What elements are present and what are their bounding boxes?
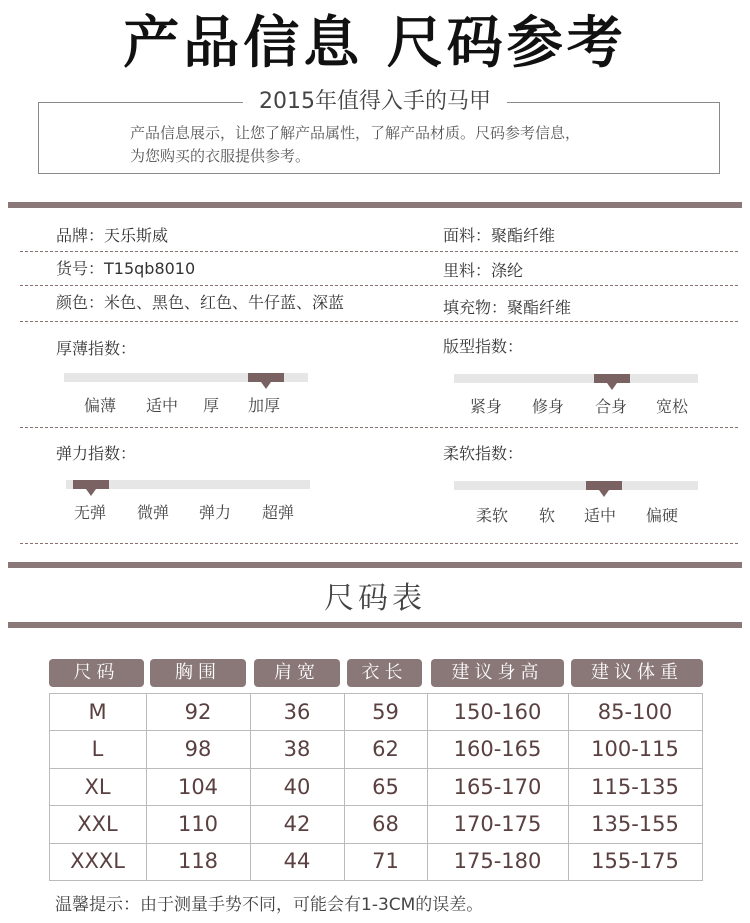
table-cell: 98 [184, 737, 212, 761]
header-shoulder: 肩宽 [254, 659, 340, 687]
softness-pointer-icon [599, 490, 609, 497]
section-divider-top [8, 202, 742, 208]
header-chest: 胸围 [150, 659, 246, 687]
subtitle-text: 2015年值得入手的马甲 [243, 89, 507, 114]
table-cell: 165-170 [453, 775, 542, 799]
table-cell: 40 [283, 775, 311, 799]
dashed-divider [20, 427, 738, 428]
sku-info: 货号：T15qb8010 [56, 259, 196, 278]
section-divider [8, 562, 742, 568]
table-cell: 68 [372, 812, 399, 836]
table-cell: 110 [177, 812, 219, 836]
softness-tick: 软 [539, 506, 556, 525]
subtitle [0, 88, 750, 116]
table-cell: 62 [372, 737, 399, 761]
elasticity-tick: 弹力 [199, 503, 232, 522]
size-chart-title: 尺码表 [324, 581, 426, 616]
header-size: 尺码 [49, 659, 144, 687]
elasticity-slider-thumb [73, 480, 109, 489]
table-cell: 118 [177, 849, 219, 873]
thickness-tick: 加厚 [248, 396, 281, 415]
intro-line-2: 为您购买的衣服提供参考。 [130, 147, 311, 165]
table-cell: 104 [177, 775, 219, 799]
table-cell: 59 [372, 700, 399, 724]
table-cell: 160-165 [453, 737, 542, 761]
table-cell: 71 [372, 849, 399, 873]
filling-info: 填充物：聚酯纤维 [443, 298, 572, 317]
header-height: 建议身高 [431, 659, 564, 687]
dashed-divider [20, 321, 738, 322]
elasticity-index-label: 弹力指数： [56, 444, 137, 463]
section-divider [8, 622, 742, 628]
fit-tick: 紧身 [470, 397, 503, 416]
table-cell: 175-180 [453, 849, 542, 873]
table-cell: 85-100 [597, 700, 673, 724]
fit-tick: 修身 [532, 397, 565, 416]
elasticity-tick: 无弹 [74, 503, 107, 522]
table-cell: 38 [283, 737, 311, 761]
header-weight: 建议体重 [571, 659, 703, 687]
dashed-divider [20, 285, 738, 286]
thickness-tick: 适中 [146, 396, 179, 415]
table-cell: 135-155 [591, 812, 679, 836]
table-cell: 36 [283, 700, 311, 724]
table-cell: 44 [283, 849, 311, 873]
table-border [49, 880, 703, 881]
table-cell: 170-175 [453, 812, 542, 836]
dashed-divider [20, 251, 738, 252]
thickness-slider-thumb [248, 373, 284, 382]
colors-info: 颜色：米色、黑色、红色、牛仔蓝、深蓝 [56, 293, 345, 312]
table-cell: 155-175 [591, 849, 679, 873]
table-cell: L [91, 737, 104, 761]
intro-line-1: 产品信息展示，让您了解产品属性，了解产品材质。尺码参考信息， [130, 124, 581, 142]
table-cell: XXL [77, 812, 118, 836]
table-cell: 150-160 [453, 700, 542, 724]
elasticity-pointer-icon [86, 489, 96, 496]
fit-slider-track [454, 374, 698, 383]
page-title: 产品信息 尺码参考 [123, 10, 627, 76]
softness-tick: 适中 [584, 506, 617, 525]
fit-tick: 宽松 [656, 397, 689, 416]
softness-tick: 偏硬 [646, 506, 679, 525]
fit-pointer-icon [607, 383, 617, 390]
fabric-info: 面料：聚酯纤维 [443, 226, 556, 245]
softness-index-label: 柔软指数： [443, 444, 524, 463]
softness-tick: 柔软 [476, 506, 509, 525]
thickness-tick: 偏薄 [84, 396, 117, 415]
table-cell: M [88, 700, 107, 724]
table-cell: 115-135 [591, 775, 679, 799]
table-cell: 92 [184, 700, 212, 724]
dashed-divider [20, 543, 738, 544]
header-length: 衣长 [347, 659, 422, 687]
table-cell: 100-115 [591, 737, 679, 761]
measurement-tip: 温馨提示：由于测量手势不同，可能会有1-3CM的误差。 [55, 895, 484, 915]
table-cell: 65 [372, 775, 399, 799]
lining-info: 里料：涤纶 [443, 261, 524, 280]
fit-tick: 合身 [595, 397, 628, 416]
table-border [702, 693, 703, 881]
thickness-pointer-icon [261, 382, 271, 389]
elasticity-tick: 微弹 [137, 503, 170, 522]
softness-slider-thumb [586, 481, 622, 490]
brand-info: 品牌：天乐斯威 [56, 226, 169, 245]
thickness-tick: 厚 [203, 396, 220, 415]
fit-index-label: 版型指数： [443, 337, 524, 356]
table-cell: 42 [283, 812, 311, 836]
softness-slider-track [454, 481, 698, 490]
fit-slider-thumb [594, 374, 630, 383]
table-cell: XL [84, 775, 111, 799]
table-cell: XXXL [70, 849, 125, 873]
thickness-index-label: 厚薄指数： [56, 339, 137, 358]
elasticity-tick: 超弹 [262, 503, 295, 522]
